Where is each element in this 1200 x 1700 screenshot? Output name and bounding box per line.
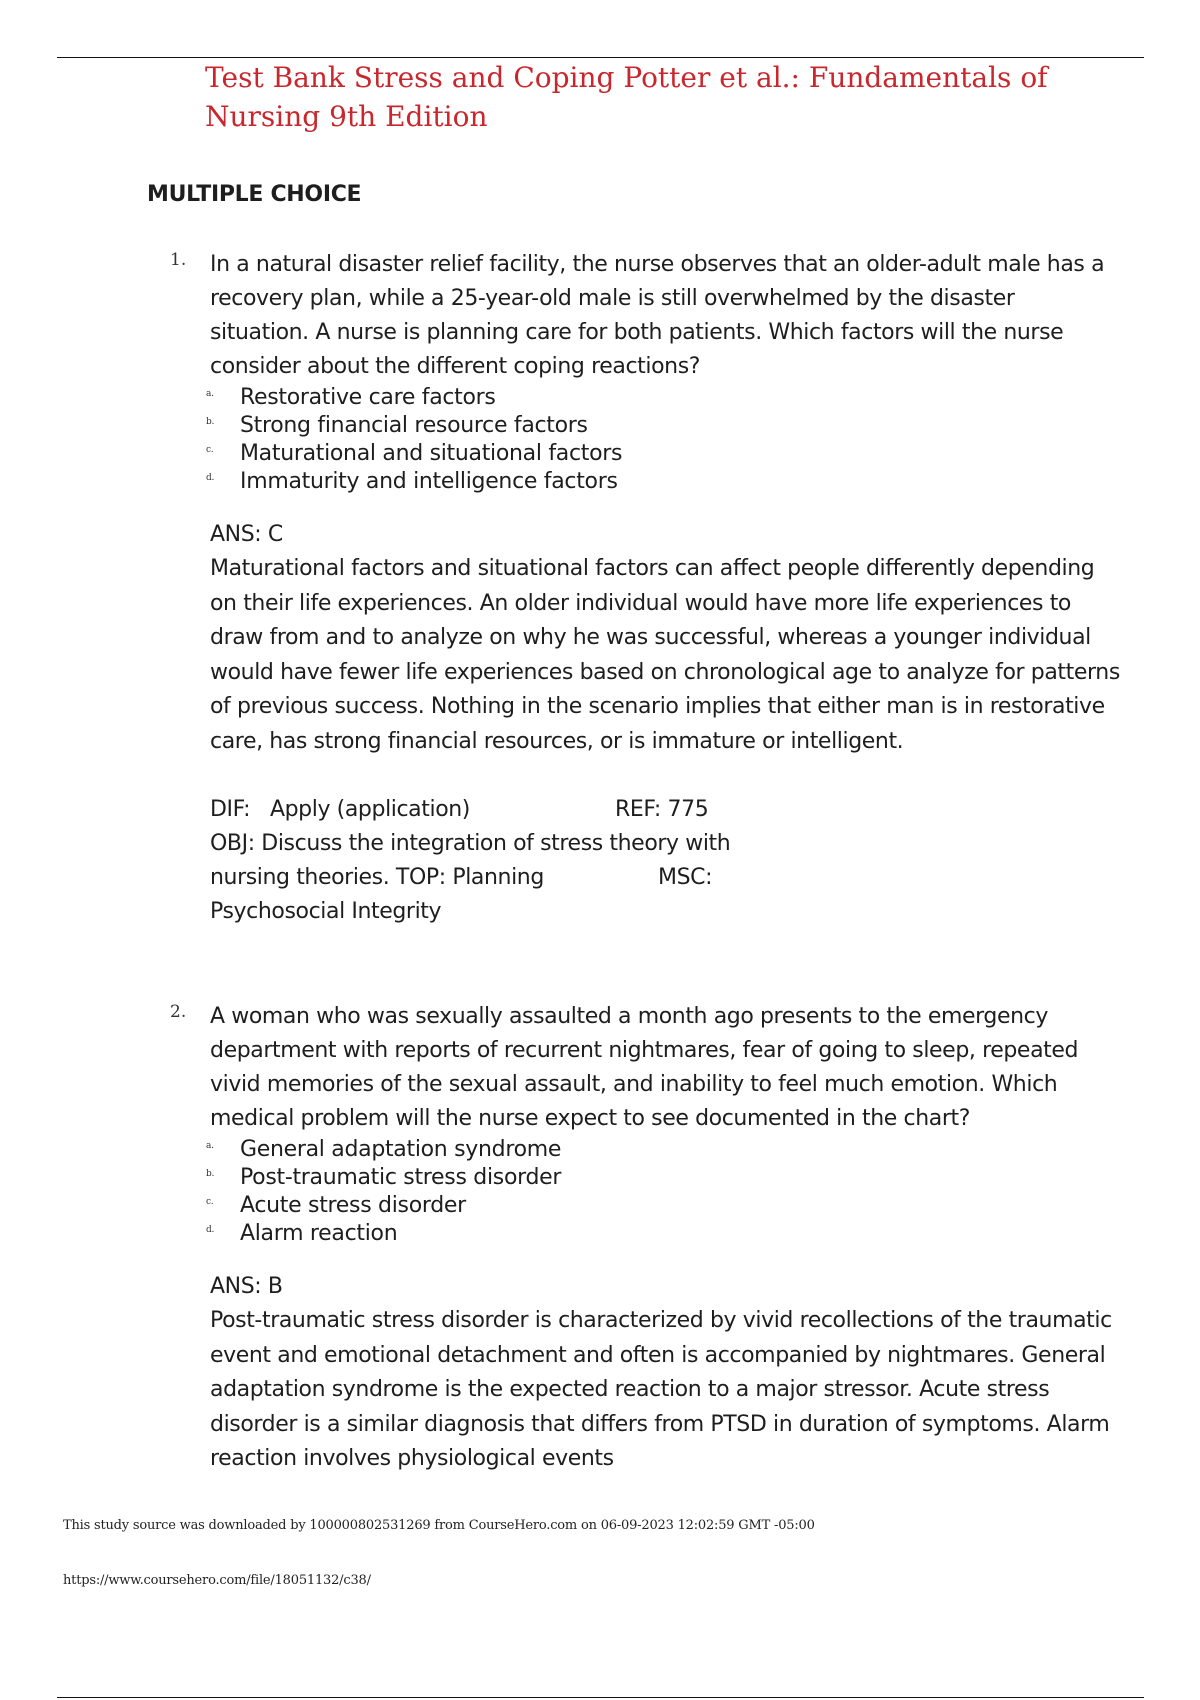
msc-label: MSC:	[658, 865, 713, 890]
option-text: Maturational and situational factors	[240, 441, 623, 466]
option-d	[206, 1220, 1120, 1248]
option-b	[206, 1164, 1120, 1192]
difficulty: DIF: Apply (application)	[210, 797, 470, 822]
option-text: General adaptation syndrome	[240, 1137, 562, 1162]
option-text: Alarm reaction	[240, 1221, 398, 1246]
answer-options	[206, 384, 1120, 496]
option-letter: d.	[206, 473, 215, 483]
answer-rationale: Maturational factors and situational factors can affect people differently depending on their life experiences. An older individual would have more life experiences to draw from and to analyze on why he was successful, whereas a younger individual would have fewer life experiences based on chronological age to analyze for patterns of previous success. Nothing in the scenario implies that either man is in restorative care, has strong financial resources, or is immature or intelligent.	[210, 556, 1120, 754]
reference-page: REF: 775	[615, 797, 709, 822]
download-notice: This study source was downloaded by 100000802531269 from CourseHero.com on 06-09-2023 12:02:59 GMT -05:00	[63, 1518, 815, 1533]
question-stem: A woman who was sexually assaulted a month ago presents to the emergency department with reports of recurrent nightmares, fear of going to sleep, repeated vivid memories of the sexual assault, and inability to feel much emotion. Which medical problem will the nurse expect to see documented in the chart?	[210, 1004, 1079, 1131]
source-url-link[interactable]: https://www.coursehero.com/file/18051132/c38/	[63, 1573, 371, 1588]
answer-key: ANS: B	[210, 1274, 283, 1299]
msc-value: Psychosocial Integrity	[210, 899, 442, 924]
option-text: Acute stress disorder	[240, 1193, 466, 1218]
question-stem: In a natural disaster relief facility, the nurse observes that an older-adult male has a recovery plan, while a 25-year-old male is still overwhelmed by the disaster situation. A nurse is planning care for both patients. Which factors will the nurse consider about the different coping reactions?	[210, 252, 1105, 379]
section-heading: MULTIPLE CHOICE	[147, 182, 362, 207]
option-text: Post-traumatic stress disorder	[240, 1165, 562, 1190]
option-c	[206, 440, 1120, 468]
option-text: Strong financial resource factors	[240, 413, 588, 438]
answer-rationale: Post-traumatic stress disorder is characterized by vivid recollections of the traumatic event and emotional detachment and often is accompanied by nightmares. General adaptation syndrome is the expected reaction to a major stressor. Acute stress disorder is a similar diagnosis that differs from PTSD in duration of symptoms. Alarm reaction involves physiological events	[210, 1308, 1112, 1471]
answer-options	[206, 1136, 1120, 1248]
option-letter: a.	[206, 1141, 214, 1151]
answer-key: ANS: C	[210, 522, 283, 547]
bottom-rule	[57, 1697, 1144, 1698]
option-letter: b.	[206, 1169, 215, 1179]
option-letter: c.	[206, 1197, 214, 1207]
objective: OBJ: Discuss the integration of stress theory with	[210, 831, 731, 856]
option-d	[206, 468, 1120, 496]
question-1	[170, 248, 1120, 929]
document-title: Test Bank Stress and Coping Potter et al.: Fundamentals of Nursing 9th Edition	[205, 61, 1048, 133]
option-c	[206, 1192, 1120, 1220]
option-a	[206, 384, 1120, 412]
question-number: 1.	[170, 250, 187, 270]
question-metadata	[210, 793, 810, 929]
question-2	[170, 1000, 1120, 1477]
question-number: 2.	[170, 1002, 187, 1022]
option-b	[206, 412, 1120, 440]
option-text: Restorative care factors	[240, 385, 496, 410]
option-letter: c.	[206, 445, 214, 455]
topic: nursing theories. TOP: Planning	[210, 865, 544, 890]
option-letter: a.	[206, 389, 214, 399]
option-letter: d.	[206, 1225, 215, 1235]
option-text: Immaturity and intelligence factors	[240, 469, 618, 494]
option-a	[206, 1136, 1120, 1164]
option-letter: b.	[206, 417, 215, 427]
